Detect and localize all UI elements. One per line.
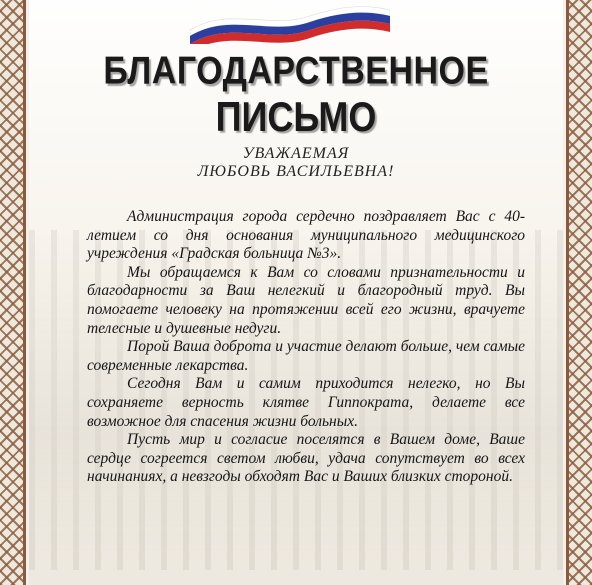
left-lattice-border bbox=[0, 0, 26, 585]
right-lattice-border bbox=[566, 0, 592, 585]
greeting-line1: УВАЖАЕМАЯ bbox=[242, 145, 350, 162]
paragraph-congratulation: Администрация города сердечно поздравляет Вас с 40-летием со дня основания муниципального медицинского учреждения «Градская больница №3». bbox=[87, 208, 525, 263]
document-title-line1: БЛАГОДАРСТВЕННОЕ bbox=[103, 49, 489, 93]
letter-body bbox=[87, 208, 525, 487]
russian-flag-ribbon-icon bbox=[190, 0, 390, 44]
paragraph-hippocratic-oath: Сегодня Вам и самим приходится нелегко, но Вы сохраняете верность клятве Гиппократа, делаете все возможное для спасения жизни больных. bbox=[87, 375, 525, 430]
paragraph-gratitude: Мы обращаемся к Вам со словами признательности и благодарности за Ваш нелегкий и благородный труд. Вы помогаете человеку на протяжении всей его жизни, врачуете телесные и душевные недуги. bbox=[87, 263, 525, 337]
greeting-recipient-name: ЛЮБОВЬ ВАСИЛЬЕВНА! bbox=[197, 163, 395, 180]
paragraph-wishes: Пусть мир и согласие поселятся в Вашем доме, Ваше сердце согреется светом любви, удача сопутствует во всех начинаниях, а невзгоды обходят Вас и Ваших близких стороной. bbox=[87, 431, 525, 486]
document-title-line2: ПИСЬМО bbox=[215, 92, 377, 140]
paragraph-kindness: Порой Ваша доброта и участие делают больше, чем самые современные лекарства. bbox=[87, 338, 525, 374]
